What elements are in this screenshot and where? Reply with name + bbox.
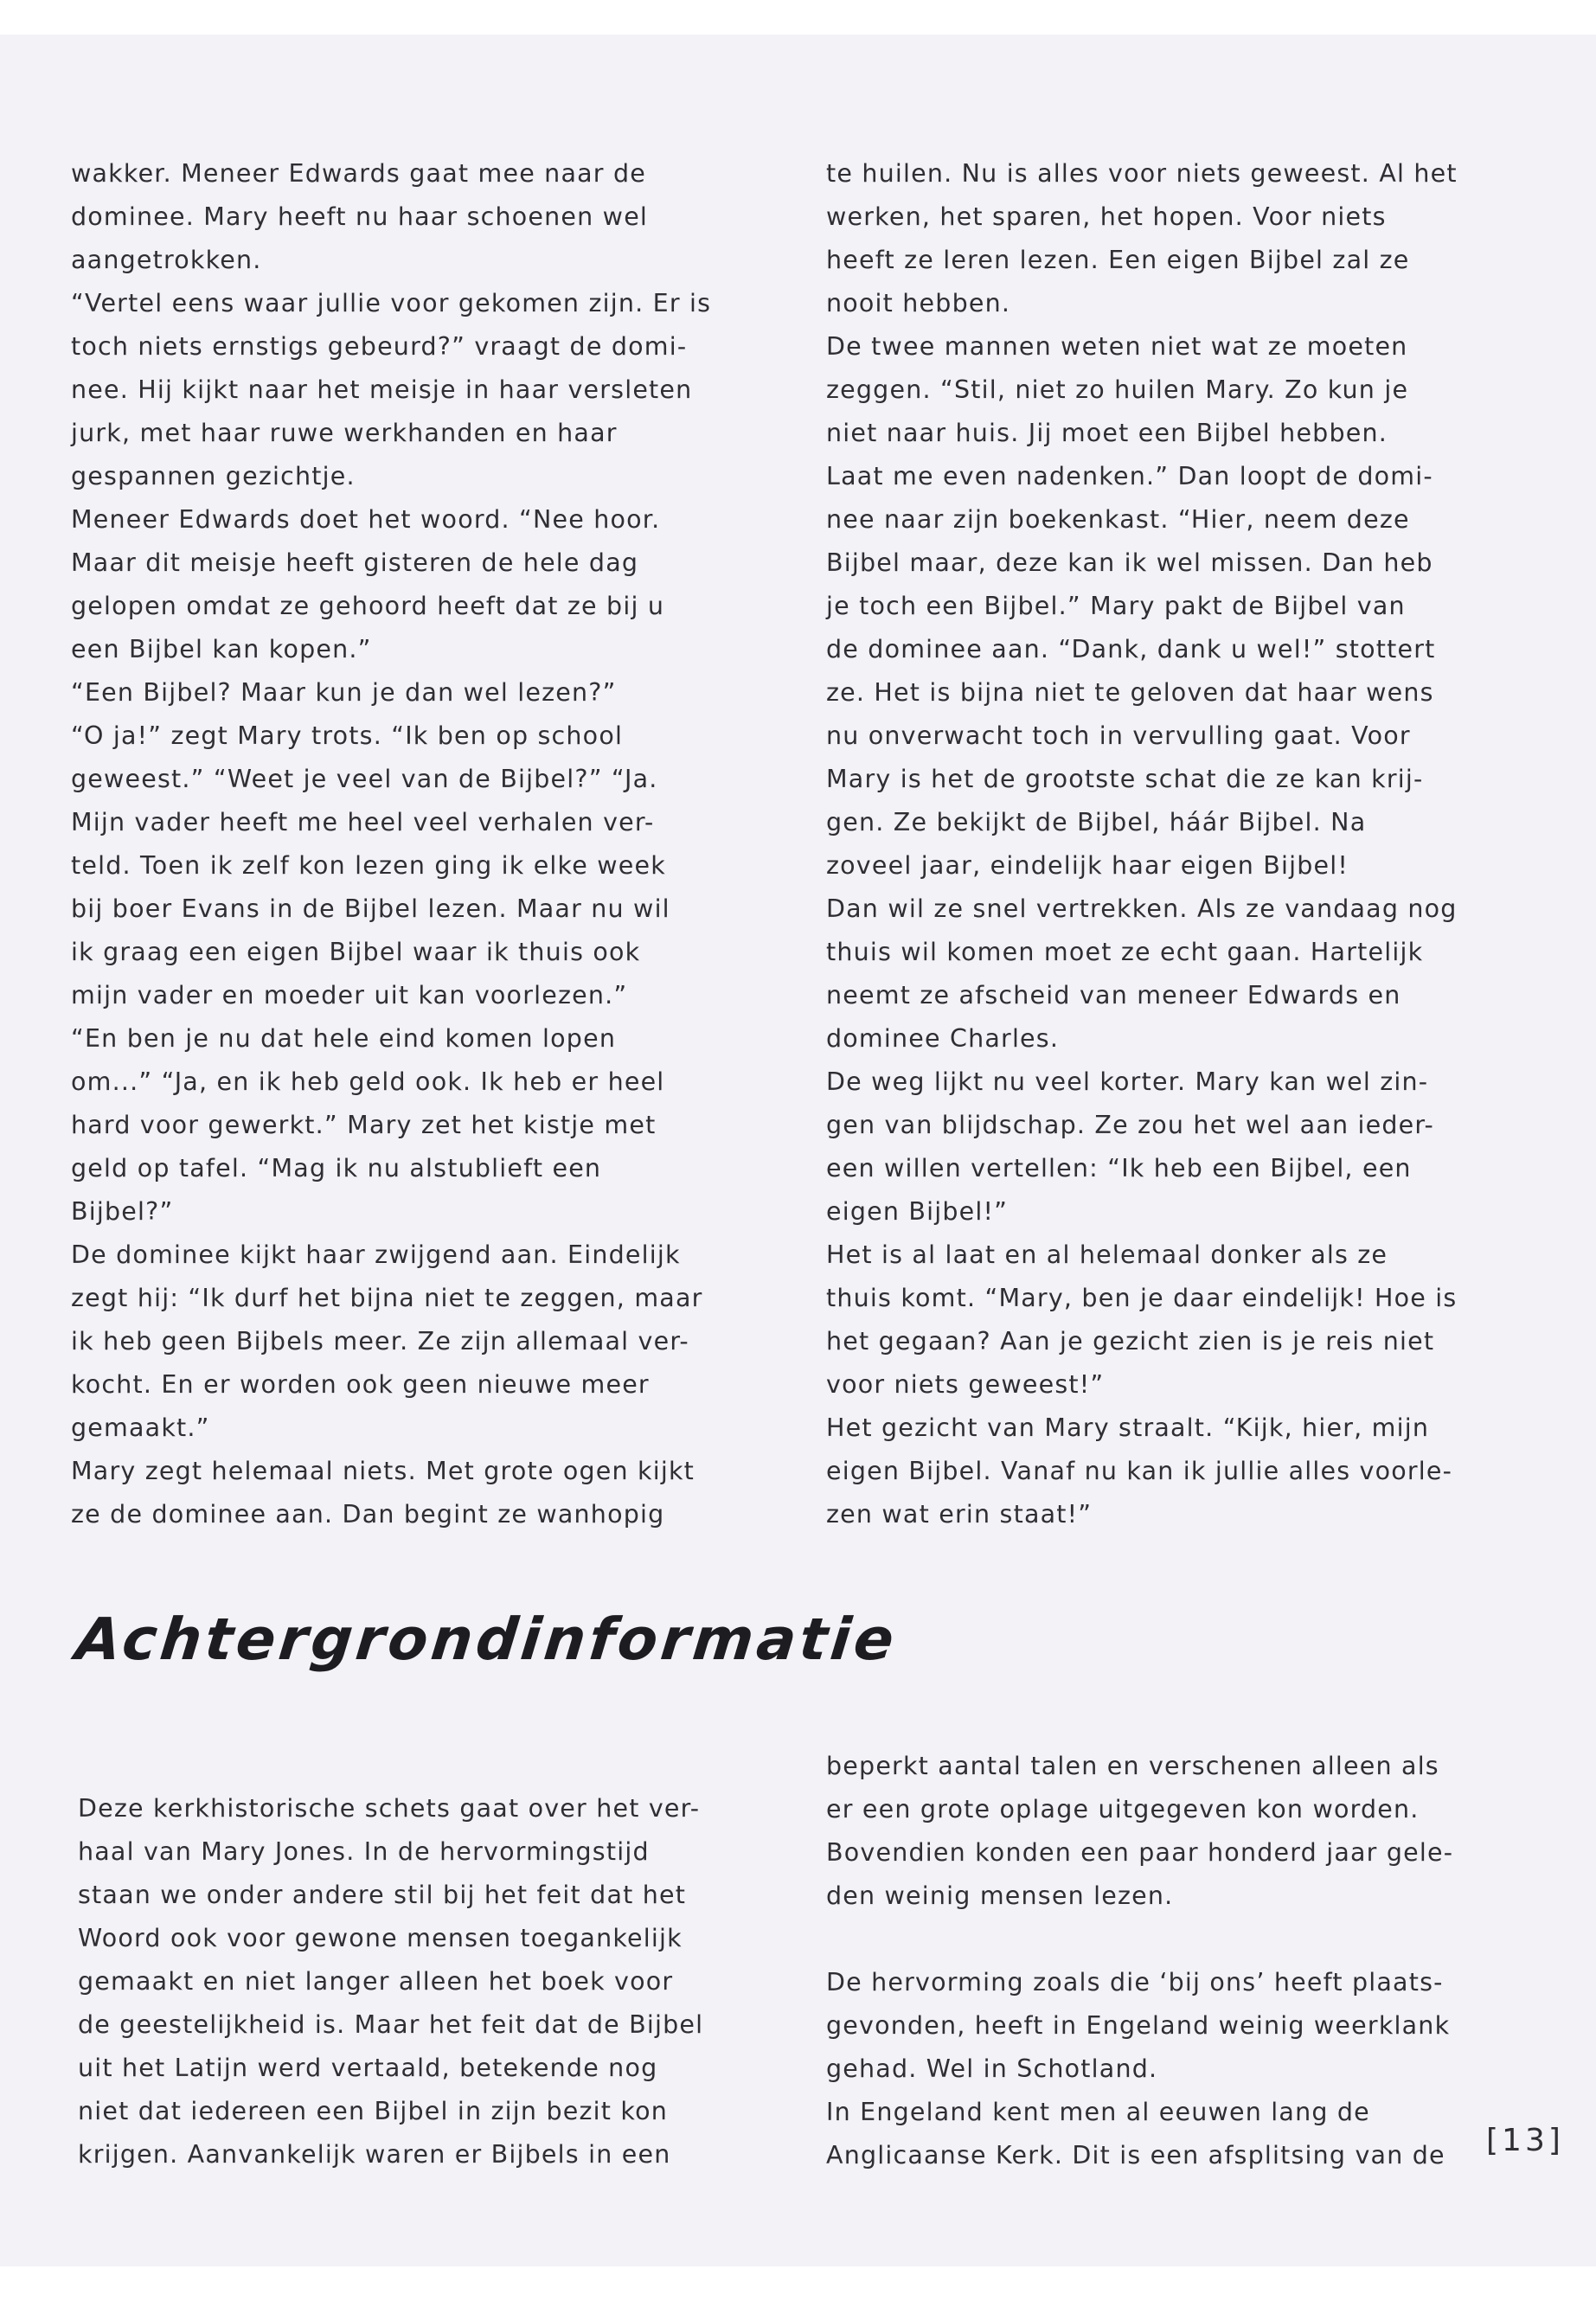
text-line: het gegaan? Aan je gezicht zien is je reis niet xyxy=(826,1327,1435,1356)
text-line: mijn vader en moeder uit kan voorlezen.” xyxy=(71,981,628,1009)
text-line: Mary zegt helemaal niets. Met grote ogen kijkt xyxy=(71,1457,695,1485)
text-line: neemt ze afscheid van meneer Edwards en xyxy=(826,981,1401,1009)
text-line: Laat me even nadenken.” Dan loopt de domi- xyxy=(826,462,1433,490)
text-line: een willen vertellen: “Ik heb een Bijbel, een xyxy=(826,1154,1412,1183)
text-line: de dominee aan. “Dank, dank u wel!” stottert xyxy=(826,635,1436,663)
text-line: staan we onder andere stil bij het feit dat het xyxy=(78,1881,687,1909)
text-line: zen wat erin staat!” xyxy=(826,1500,1093,1529)
text-line: te huilen. Nu is alles voor niets geweest. Al het xyxy=(826,159,1458,188)
text-line: Anglicaanse Kerk. Dit is een afsplitsing van de xyxy=(826,2141,1445,2170)
text-line: De twee mannen weten niet wat ze moeten xyxy=(826,332,1408,361)
text-line: bij boer Evans in de Bijbel lezen. Maar nu wil xyxy=(71,894,670,923)
text-line: krijgen. Aanvankelijk waren er Bijbels in een xyxy=(78,2140,671,2169)
text-line: dominee Charles. xyxy=(826,1024,1060,1053)
text-line: om...” “Ja, en ik heb geld ook. Ik heb er heel xyxy=(71,1067,665,1096)
text-line: heeft ze leren lezen. Een eigen Bijbel zal ze xyxy=(826,246,1410,274)
text-line: zeggen. “Stil, niet zo huilen Mary. Zo kun je xyxy=(826,375,1409,404)
text-line: hard voor gewerkt.” Mary zet het kistje met xyxy=(71,1111,657,1139)
page-number: [13] xyxy=(1486,2123,1564,2158)
text-line: In Engeland kent men al eeuwen lang de xyxy=(826,2098,1370,2126)
text-line: haal van Mary Jones. In de hervormingstijd xyxy=(78,1837,650,1866)
text-line: Deze kerkhistorische schets gaat over het ver- xyxy=(78,1794,701,1823)
text-line: gelopen omdat ze gehoord heeft dat ze bij u xyxy=(71,592,665,620)
text-line: nee. Hij kijkt naar het meisje in haar versleten xyxy=(71,375,693,404)
text-line: werken, het sparen, het hopen. Voor niets xyxy=(826,202,1387,231)
text-line: gemaakt.” xyxy=(71,1413,210,1442)
text-line: ik graag een eigen Bijbel waar ik thuis ook xyxy=(71,938,641,966)
text-line: je toch een Bijbel.” Mary pakt de Bijbel van xyxy=(826,592,1406,620)
text-line: nooit hebben. xyxy=(826,289,1011,317)
background-right-paragraph-1 xyxy=(826,1745,1453,1918)
text-line: Maar dit meisje heeft gisteren de hele dag xyxy=(71,548,639,577)
background-right-column xyxy=(826,1745,1453,2177)
text-line: eigen Bijbel!” xyxy=(826,1197,1009,1226)
paragraph-gap xyxy=(826,1918,1453,1961)
text-line: “Een Bijbel? Maar kun je dan wel lezen?” xyxy=(71,678,617,707)
text-line: geweest.” “Weet je veel van de Bijbel?” “Ja. xyxy=(71,765,658,793)
text-line: Bijbel?” xyxy=(71,1197,174,1226)
text-line: ik heb geen Bijbels meer. Ze zijn allemaal ver- xyxy=(71,1327,689,1356)
text-line: Mijn vader heeft me heel veel verhalen ver- xyxy=(71,808,655,836)
text-line: De hervorming zoals die ‘bij ons’ heeft plaats- xyxy=(826,1968,1444,1997)
text-line: een Bijbel kan kopen.” xyxy=(71,635,372,663)
text-line: geld op tafel. “Mag ik nu alstublieft een xyxy=(71,1154,602,1183)
text-line: eigen Bijbel. Vanaf nu kan ik jullie alles voorle- xyxy=(826,1457,1453,1485)
text-line: niet naar huis. Jij moet een Bijbel hebben. xyxy=(826,419,1388,447)
text-line: teld. Toen ik zelf kon lezen ging ik elke week xyxy=(71,851,666,880)
text-line: gevonden, heeft in Engeland weinig weerklank xyxy=(826,2011,1451,2040)
text-line: Meneer Edwards doet het woord. “Nee hoor. xyxy=(71,505,661,534)
section-heading: Achtergrondinformatie xyxy=(72,1606,901,1673)
text-line: kocht. En er worden ook geen nieuwe meer xyxy=(71,1370,650,1399)
text-line: Mary is het de grootste schat die ze kan krij- xyxy=(826,765,1424,793)
text-line: Het gezicht van Mary straalt. “Kijk, hier, mijn xyxy=(826,1413,1430,1442)
background-right-paragraph-2 xyxy=(826,1961,1453,2177)
text-line: jurk, met haar ruwe werkhanden en haar xyxy=(71,419,618,447)
text-line: gespannen gezichtje. xyxy=(71,462,356,490)
text-line: Woord ook voor gewone mensen toegankelijk xyxy=(78,1924,683,1952)
text-line: Dan wil ze snel vertrekken. Als ze vandaag nog xyxy=(826,894,1458,923)
text-line: “En ben je nu dat hele eind komen lopen xyxy=(71,1024,617,1053)
text-line: er een grote oplage uitgegeven kon worden. xyxy=(826,1795,1420,1823)
text-line: uit het Latijn werd vertaald, betekende nog xyxy=(78,2054,658,2082)
text-line: aangetrokken. xyxy=(71,246,262,274)
text-line: gen. Ze bekijkt de Bijbel, háár Bijbel. Na xyxy=(826,808,1367,836)
text-line: thuis komt. “Mary, ben je daar eindelijk! Hoe is xyxy=(826,1284,1458,1312)
story-right-column xyxy=(826,152,1458,1536)
text-line: Bovendien konden een paar honderd jaar gele- xyxy=(826,1838,1454,1867)
text-line: De weg lijkt nu veel korter. Mary kan wel zin- xyxy=(826,1067,1429,1096)
text-line: beperkt aantal talen en verschenen alleen als xyxy=(826,1752,1439,1780)
text-line: de geestelijkheid is. Maar het feit dat de Bijbel xyxy=(78,2010,704,2039)
text-line: Bijbel maar, deze kan ik wel missen. Dan heb xyxy=(826,548,1433,577)
text-line: wakker. Meneer Edwards gaat mee naar de xyxy=(71,159,646,188)
text-line: den weinig mensen lezen. xyxy=(826,1881,1174,1910)
text-line: toch niets ernstigs gebeurd?” vraagt de domi- xyxy=(71,332,688,361)
text-line: gen van blijdschap. Ze zou het wel aan ieder- xyxy=(826,1111,1434,1139)
text-line: Het is al laat en al helemaal donker als ze xyxy=(826,1240,1388,1269)
story-left-column xyxy=(71,152,711,1536)
text-line: De dominee kijkt haar zwijgend aan. Eindelijk xyxy=(71,1240,681,1269)
text-line: “Vertel eens waar jullie voor gekomen zijn. Er is xyxy=(71,289,712,317)
text-line: “O ja!” zegt Mary trots. “Ik ben op school xyxy=(71,721,624,750)
background-left-column xyxy=(78,1787,703,2176)
text-line: zegt hij: “Ik durf het bijna niet te zeggen, maar xyxy=(71,1284,703,1312)
text-line: dominee. Mary heeft nu haar schoenen wel xyxy=(71,202,649,231)
text-line: niet dat iedereen een Bijbel in zijn bezit kon xyxy=(78,2097,668,2125)
text-line: thuis wil komen moet ze echt gaan. Hartelijk xyxy=(826,938,1424,966)
text-line: ze. Het is bijna niet te geloven dat haar wens xyxy=(826,678,1434,707)
text-line: voor niets geweest!” xyxy=(826,1370,1105,1399)
text-line: gehad. Wel in Schotland. xyxy=(826,2054,1158,2083)
text-line: nee naar zijn boekenkast. “Hier, neem deze xyxy=(826,505,1410,534)
text-line: ze de dominee aan. Dan begint ze wanhopig xyxy=(71,1500,665,1529)
text-line: zoveel jaar, eindelijk haar eigen Bijbel! xyxy=(826,851,1349,880)
text-line: gemaakt en niet langer alleen het boek voor xyxy=(78,1967,674,1996)
text-line: nu onverwacht toch in vervulling gaat. Voor xyxy=(826,721,1411,750)
